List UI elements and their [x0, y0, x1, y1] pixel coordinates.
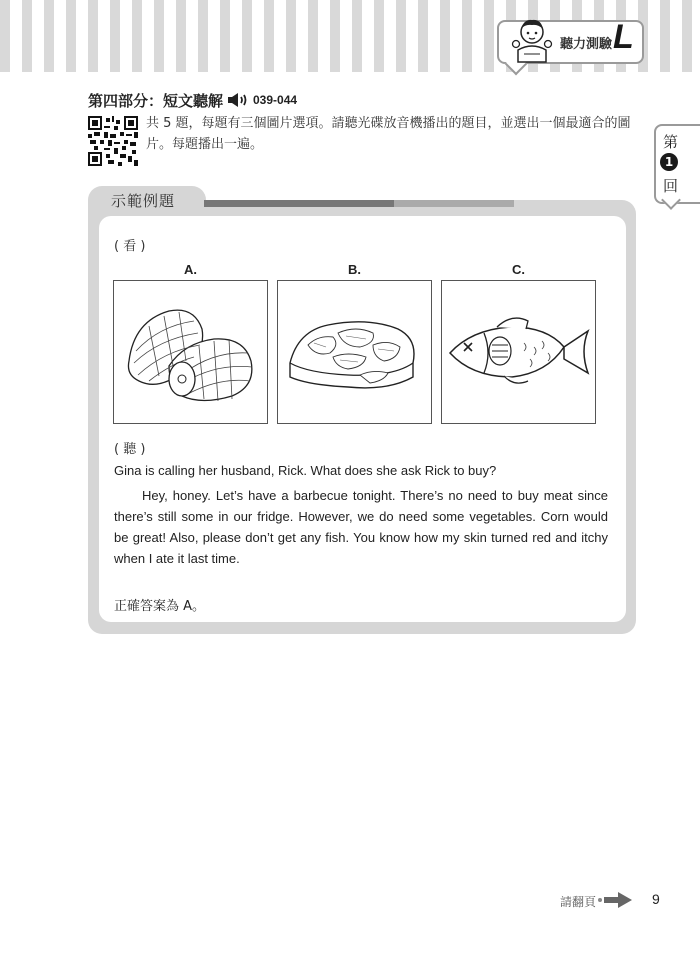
round-tab-bottom: 回 — [663, 177, 679, 195]
option-c-letter: C. — [512, 262, 525, 277]
option-a-image[interactable] — [113, 280, 268, 424]
speaker-icon — [227, 92, 249, 108]
option-c-image[interactable] — [441, 280, 596, 424]
next-page-label[interactable]: 請翻頁 — [560, 895, 597, 909]
header-logo: L — [613, 18, 634, 56]
decor-bar-dark — [204, 200, 394, 207]
look-label: ( 看 ) — [114, 239, 146, 254]
instructions-text: 共 5 題，每題有三個圖片選項。請聽光碟放音機播出的題目，並選出一個最適合的圖片。每題播出一遍。 — [146, 116, 631, 152]
passage-body: Hey, honey. Let’s have a barbecue tonight. There’s no need to buy meat since there’s still some in our fridge. However, we do need some vegetables. Corn would be great! Also, please don’t get any fish. You know how my skin turned red and itchy when I ate it last time. — [114, 488, 608, 566]
fish-icon — [442, 281, 595, 423]
decor-bar-light — [394, 200, 514, 207]
round-tab-number: 1 — [660, 153, 678, 171]
corn-icon — [114, 281, 267, 423]
mascot-icon — [510, 14, 554, 64]
listen-label: ( 聽 ) — [114, 442, 146, 457]
meat-icon — [278, 281, 431, 423]
header-title: 聽力測驗 — [560, 37, 613, 52]
option-b-image[interactable] — [277, 280, 432, 424]
option-a-letter: A. — [184, 262, 197, 277]
track-number: 039-044 — [253, 93, 298, 107]
question-text: Gina is calling her husband, Rick. What does she ask Rick to buy? — [114, 463, 497, 478]
example-tab-label: 示範例題 — [111, 192, 176, 210]
round-tab-top: 第 — [663, 133, 679, 151]
passage-text — [114, 485, 608, 569]
qr-code-icon — [88, 116, 138, 166]
arrow-right-icon — [598, 891, 634, 909]
page-number: 9 — [652, 891, 660, 907]
answer-text: 正確答案為 A。 — [114, 599, 206, 614]
option-b-letter: B. — [348, 262, 361, 277]
section-title: 第四部分：短文聽解 — [88, 92, 224, 110]
